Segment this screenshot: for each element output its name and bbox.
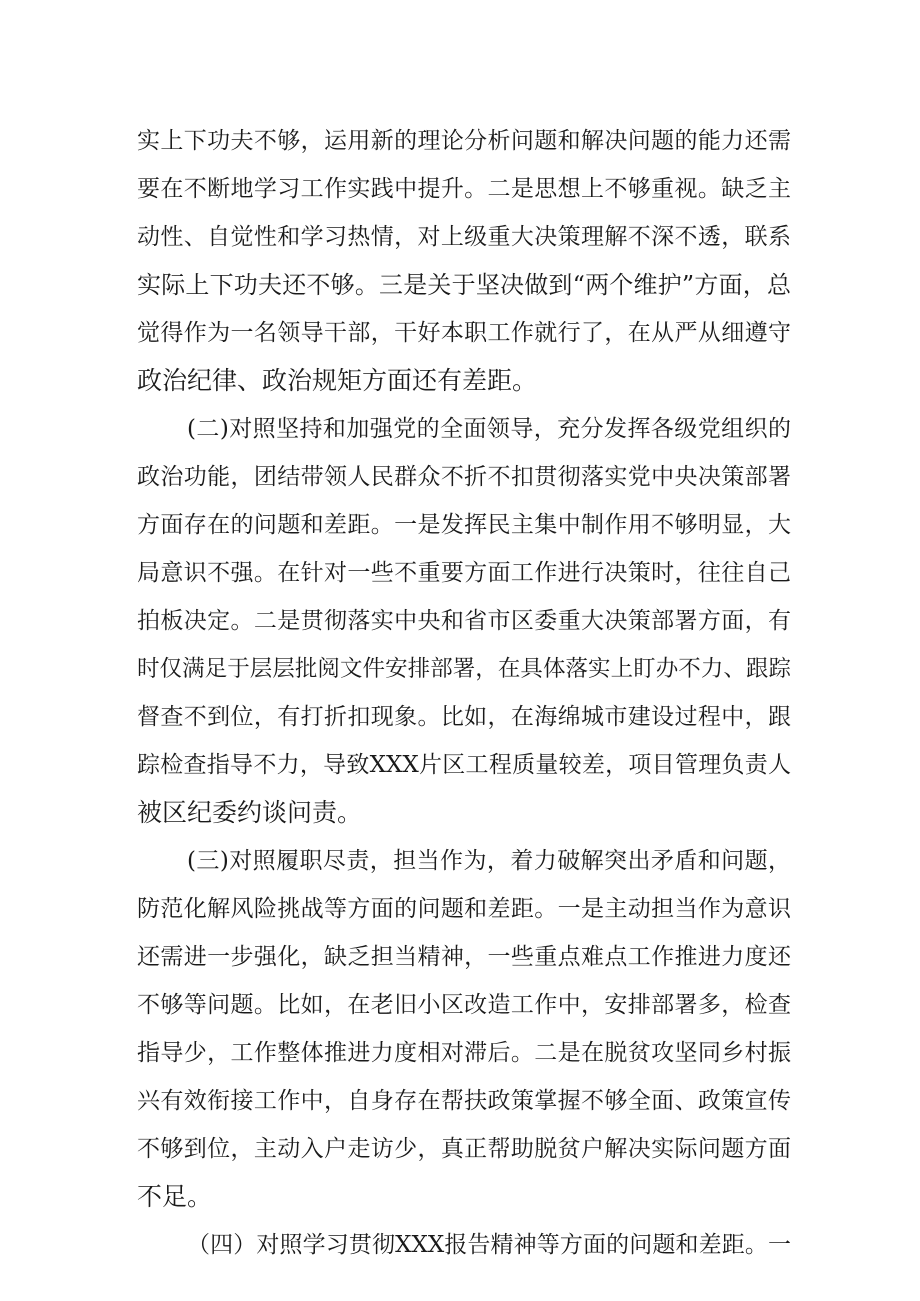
text-line: 拍板决定。二是贯彻落实中央和省市区委重大决策部署方面，有 (137, 608, 791, 634)
text-line: 觉得作为一名领导干部，干好本职工作就行了，在从严从细遵守 (137, 320, 791, 346)
paragraph-1 (137, 117, 791, 405)
text-line: 政治功能，团结带领人民群众不折不扣贯彻落实党中央决策部署 (137, 464, 791, 490)
text-line: (二)对照坚持和加强党的全面领导，充分发挥各级党组织的 (187, 416, 791, 442)
text-line: 政治纪律、政治规矩方面还有差距。 (137, 366, 538, 395)
paragraph-3 (137, 837, 791, 1221)
text-line: 不够到位，主动入户走访少，真正帮助脱贫户解决实际问题方面 (137, 1136, 791, 1162)
text-line: 指导少，工作整体推进力度相对滞后。二是在脱贫攻坚同乡村振 (137, 1040, 791, 1066)
text-line: 不足。 (137, 1182, 213, 1211)
paragraph-4 (137, 1221, 791, 1269)
text-line: 实际上下功夫还不够。三是关于坚决做到“两个维护”方面，总 (137, 271, 791, 299)
document-body (137, 117, 791, 1269)
text-line: 局意识不强。在针对一些不重要方面工作进行决策时，往往自己 (137, 560, 791, 586)
text-line: 督查不到位，有打折扣现象。比如，在海绵城市建设过程中，跟 (137, 704, 791, 730)
text-line: 踪检查指导不力，导致XXX片区工程质量较差，项目管理负责人 (137, 752, 791, 778)
paragraph-2 (137, 405, 791, 837)
text-line: 要在不断地学习工作实践中提升。二是思想上不够重视。缺乏主 (137, 176, 791, 202)
text-line: 方面存在的问题和差距。一是发挥民主集中制作用不够明显，大 (137, 512, 791, 538)
text-line: 兴有效衔接工作中，自身存在帮扶政策掌握不够全面、政策宣传 (137, 1088, 791, 1114)
text-line: 不够等问题。比如，在老旧小区改造工作中，安排部署多，检查 (137, 992, 791, 1018)
text-line: 被区纪委约谈问责。 (137, 798, 363, 827)
text-line: 还需进一步强化，缺乏担当精神，一些重点难点工作推进力度还 (137, 944, 791, 970)
text-line: (三)对照履职尽责，担当作为，着力破解突出矛盾和问题， (187, 848, 791, 874)
text-line: 防范化解风险挑战等方面的问题和差距。一是主动担当作为意识 (137, 896, 791, 922)
text-line: 时仅满足于层层批阅文件安排部署，在具体落实上盯办不力、跟踪 (137, 656, 791, 682)
text-line: （四）对照学习贯彻XXX报告精神等方面的问题和差距。一 (187, 1232, 791, 1258)
text-line: 实上下功夫不够，运用新的理论分析问题和解决问题的能力还需 (137, 128, 791, 154)
text-line: 动性、自觉性和学习热情，对上级重大决策理解不深不透，联系 (137, 224, 791, 250)
